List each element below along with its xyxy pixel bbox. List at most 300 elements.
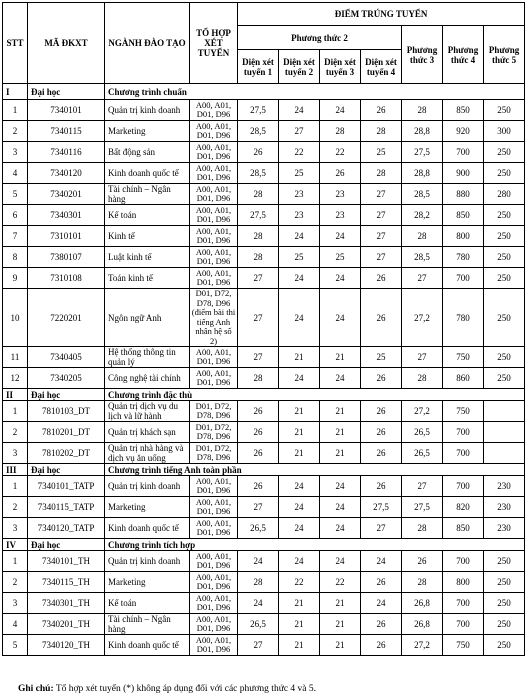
score-d4: 26	[361, 614, 402, 635]
score-p5: 250	[484, 268, 525, 289]
row-to-hop: A00, A01, D01, D96	[190, 347, 238, 368]
score-p5: 250	[484, 593, 525, 614]
score-d3: 26	[320, 163, 361, 184]
row-stt: 1	[3, 401, 28, 422]
section-level: Đại học	[28, 539, 105, 551]
row-nganh: Kinh doanh quốc tế	[105, 635, 190, 656]
score-p3: 28	[402, 572, 443, 593]
score-p3: 27	[402, 347, 443, 368]
score-d1: 28	[238, 572, 279, 593]
row-nganh: Marketing	[105, 121, 190, 142]
score-p4: 750	[443, 635, 484, 656]
table-row	[3, 614, 525, 635]
row-to-hop: A00, A01, D01, D96	[190, 476, 238, 497]
table-row	[3, 347, 525, 368]
score-d2: 25	[279, 163, 320, 184]
header-dien-xet-1: Diện xét tuyển 1	[238, 50, 279, 84]
score-d3: 21	[320, 443, 361, 464]
header-stt: STT	[3, 3, 28, 84]
row-to-hop: A00, A01, D01, D96	[190, 100, 238, 121]
score-d1: 27	[238, 289, 279, 347]
score-d1: 27	[238, 497, 279, 518]
score-p5	[484, 443, 525, 464]
section-row	[3, 464, 525, 476]
section-number: II	[3, 389, 28, 401]
score-p5: 250	[484, 163, 525, 184]
score-d3: 23	[320, 205, 361, 226]
score-d1: 27	[238, 347, 279, 368]
section-program: Chương trình đặc thù	[105, 389, 525, 401]
row-nganh: Bất động sản	[105, 142, 190, 163]
score-d3: 22	[320, 142, 361, 163]
score-p4: 700	[443, 593, 484, 614]
score-d2: 23	[279, 205, 320, 226]
row-ma-dkxt: 7340120_TH	[28, 635, 105, 656]
row-nganh: Ngôn ngữ Anh	[105, 289, 190, 347]
row-ma-dkxt: 7340101_TATP	[28, 476, 105, 497]
score-d2: 21	[279, 443, 320, 464]
score-p3: 28	[402, 100, 443, 121]
section-level: Đại học	[28, 464, 105, 476]
score-d2: 24	[279, 268, 320, 289]
row-to-hop: A00, A01, D01, D96	[190, 247, 238, 268]
table-row	[3, 226, 525, 247]
row-stt: 4	[3, 614, 28, 635]
row-nganh: Kinh doanh quốc tế	[105, 518, 190, 539]
row-to-hop: A00, A01, D01, D96	[190, 635, 238, 656]
score-p3: 28,8	[402, 121, 443, 142]
score-d1: 26	[238, 443, 279, 464]
score-p5: 250	[484, 247, 525, 268]
row-ma-dkxt: 7310101	[28, 226, 105, 247]
row-stt: 2	[3, 121, 28, 142]
score-d4: 25	[361, 347, 402, 368]
header-to-hop: TỔ HỢP XÉT TUYỂN	[190, 3, 238, 84]
score-p4: 780	[443, 247, 484, 268]
score-p5: 230	[484, 497, 525, 518]
score-d4: 25	[361, 142, 402, 163]
score-p4: 900	[443, 163, 484, 184]
table-row	[3, 443, 525, 464]
table-row	[3, 205, 525, 226]
score-p5: 230	[484, 476, 525, 497]
row-nganh: Toán kinh tế	[105, 268, 190, 289]
score-p3: 28,5	[402, 184, 443, 205]
row-nganh: Tài chính – Ngân hàng	[105, 184, 190, 205]
row-to-hop: A00, A01, D01, D96	[190, 163, 238, 184]
section-program: Chương trình chuẩn	[105, 84, 525, 100]
score-d3: 24	[320, 226, 361, 247]
row-to-hop: A00, A01, D01, D96	[190, 205, 238, 226]
score-d1: 28	[238, 226, 279, 247]
score-d1: 26	[238, 142, 279, 163]
row-nganh: Kinh doanh quốc tế	[105, 163, 190, 184]
row-ma-dkxt: 7340120_TATP	[28, 518, 105, 539]
score-p3: 26,8	[402, 614, 443, 635]
score-d2: 24	[279, 100, 320, 121]
score-d1: 28	[238, 247, 279, 268]
score-p3: 28,8	[402, 163, 443, 184]
table-row	[3, 422, 525, 443]
row-to-hop: A00, A01, D01, D96	[190, 551, 238, 572]
admission-score-table	[2, 2, 525, 656]
score-p5: 250	[484, 572, 525, 593]
row-to-hop: A00, A01, D01, D96	[190, 518, 238, 539]
score-p5	[484, 422, 525, 443]
table-body	[3, 84, 525, 656]
score-d1: 28	[238, 368, 279, 389]
table-row	[3, 268, 525, 289]
table-row	[3, 184, 525, 205]
row-stt: 3	[3, 593, 28, 614]
row-ma-dkxt: 7340301	[28, 205, 105, 226]
score-p4: 700	[443, 476, 484, 497]
table-row	[3, 142, 525, 163]
score-d1: 27	[238, 268, 279, 289]
score-p4: 920	[443, 121, 484, 142]
row-ma-dkxt: 7340116	[28, 142, 105, 163]
score-d2: 24	[279, 368, 320, 389]
score-d3: 23	[320, 184, 361, 205]
row-nganh: Quản trị kinh doanh	[105, 476, 190, 497]
score-d4: 27	[361, 247, 402, 268]
score-d3: 21	[320, 593, 361, 614]
score-d2: 24	[279, 518, 320, 539]
header-phuong-thuc-2: Phương thức 2	[238, 26, 402, 50]
row-ma-dkxt: 7340201	[28, 184, 105, 205]
score-p5: 250	[484, 142, 525, 163]
row-ma-dkxt: 7340205	[28, 368, 105, 389]
table-row	[3, 289, 525, 347]
score-d3: 24	[320, 518, 361, 539]
row-ma-dkxt: 7810201_DT	[28, 422, 105, 443]
score-p5: 250	[484, 368, 525, 389]
header-phuong-thuc-5: Phương thức 5	[484, 26, 525, 84]
score-p4: 700	[443, 551, 484, 572]
row-to-hop: A00, A01, D01, D96	[190, 497, 238, 518]
footnote-label: Ghi chú:	[18, 684, 54, 694]
header-nganh: NGÀNH ĐÀO TẠO	[105, 3, 190, 84]
footnote	[18, 684, 316, 694]
row-stt: 3	[3, 518, 28, 539]
score-d2: 25	[279, 247, 320, 268]
score-d4: 27	[361, 518, 402, 539]
row-stt: 8	[3, 247, 28, 268]
score-p4: 750	[443, 347, 484, 368]
score-p5: 250	[484, 551, 525, 572]
score-p5: 250	[484, 347, 525, 368]
row-stt: 12	[3, 368, 28, 389]
score-d4: 24	[361, 551, 402, 572]
table-row	[3, 635, 525, 656]
row-ma-dkxt: 7340101	[28, 100, 105, 121]
row-ma-dkxt: 7310108	[28, 268, 105, 289]
row-ma-dkxt: 7340115_TATP	[28, 497, 105, 518]
score-d3: 24	[320, 497, 361, 518]
row-stt: 3	[3, 443, 28, 464]
score-p4: 860	[443, 368, 484, 389]
row-stt: 11	[3, 347, 28, 368]
score-d3: 21	[320, 422, 361, 443]
table-row	[3, 593, 525, 614]
header-diem-trung-tuyen: ĐIỂM TRÚNG TUYỂN	[238, 3, 525, 26]
row-to-hop: D01, D72, D78, D96	[190, 443, 238, 464]
score-d3: 24	[320, 476, 361, 497]
score-d3: 22	[320, 572, 361, 593]
row-nganh: Kế toán	[105, 593, 190, 614]
score-d1: 26	[238, 401, 279, 422]
score-d4: 27	[361, 184, 402, 205]
row-ma-dkxt: 7340115_TH	[28, 572, 105, 593]
section-number: I	[3, 84, 28, 100]
row-to-hop: A00, A01, D01, D96	[190, 121, 238, 142]
score-d4: 27	[361, 226, 402, 247]
section-row	[3, 539, 525, 551]
score-d3: 21	[320, 347, 361, 368]
score-p4: 850	[443, 518, 484, 539]
score-d1: 26	[238, 476, 279, 497]
row-stt: 5	[3, 635, 28, 656]
score-p5: 280	[484, 184, 525, 205]
score-p3: 27,5	[402, 497, 443, 518]
score-d4: 26	[361, 572, 402, 593]
section-number: IV	[3, 539, 28, 551]
row-nganh: Quản trị dịch vụ du lịch và lữ hành	[105, 401, 190, 422]
row-to-hop: A00, A01, D01, D96	[190, 268, 238, 289]
row-stt: 2	[3, 572, 28, 593]
score-d1: 28,5	[238, 121, 279, 142]
row-ma-dkxt: 7340120	[28, 163, 105, 184]
score-p4: 700	[443, 422, 484, 443]
table-row	[3, 518, 525, 539]
score-p5	[484, 401, 525, 422]
score-d3: 24	[320, 289, 361, 347]
section-number: III	[3, 464, 28, 476]
row-nganh: Hệ thống thông tin quản lý	[105, 347, 190, 368]
row-ma-dkxt: 7810202_DT	[28, 443, 105, 464]
score-p4: 700	[443, 614, 484, 635]
row-ma-dkxt: 7340101_TH	[28, 551, 105, 572]
score-p4: 700	[443, 443, 484, 464]
table-row	[3, 476, 525, 497]
score-p4: 750	[443, 401, 484, 422]
score-p3: 27,2	[402, 635, 443, 656]
row-stt: 4	[3, 163, 28, 184]
score-d2: 24	[279, 497, 320, 518]
score-d4: 26	[361, 476, 402, 497]
score-p5: 250	[484, 614, 525, 635]
score-d4: 28	[361, 121, 402, 142]
score-d4: 26	[361, 368, 402, 389]
score-p4: 880	[443, 184, 484, 205]
score-p3: 26,5	[402, 443, 443, 464]
score-d2: 24	[279, 551, 320, 572]
section-program: Chương trình tích hợp	[105, 539, 525, 551]
score-d3: 28	[320, 121, 361, 142]
footnote-text: Tổ hợp xét tuyển (*) không áp dụng đối với các phương thức 4 và 5.	[53, 684, 317, 694]
table-row	[3, 551, 525, 572]
row-nganh: Quản trị kinh doanh	[105, 100, 190, 121]
score-d4: 26	[361, 422, 402, 443]
score-d4: 28	[361, 163, 402, 184]
row-to-hop: D01, D72, D78, D96 (điểm bài thi tiếng Anh nhân hệ số 2)	[190, 289, 238, 347]
score-d4: 26	[361, 443, 402, 464]
row-to-hop: A00, A01, D01, D96	[190, 368, 238, 389]
section-program: Chương trình tiếng Anh toàn phần	[105, 464, 525, 476]
score-d1: 27,5	[238, 100, 279, 121]
score-d4: 24	[361, 593, 402, 614]
score-d2: 22	[279, 572, 320, 593]
score-p3: 27	[402, 476, 443, 497]
score-d4: 27	[361, 205, 402, 226]
score-p3: 27,2	[402, 289, 443, 347]
score-p5: 230	[484, 518, 525, 539]
table-row	[3, 401, 525, 422]
row-stt: 1	[3, 100, 28, 121]
row-stt: 9	[3, 268, 28, 289]
row-nganh: Quản trị kinh doanh	[105, 551, 190, 572]
score-d4: 26	[361, 289, 402, 347]
score-d1: 24	[238, 593, 279, 614]
score-d2: 21	[279, 422, 320, 443]
score-d1: 28	[238, 184, 279, 205]
row-stt: 10	[3, 289, 28, 347]
row-ma-dkxt: 7340405	[28, 347, 105, 368]
table-row	[3, 100, 525, 121]
row-nganh: Luật kinh tế	[105, 247, 190, 268]
score-d1: 28,5	[238, 163, 279, 184]
table-header	[3, 3, 525, 84]
score-d3: 24	[320, 268, 361, 289]
header-dien-xet-4: Diện xét tuyển 4	[361, 50, 402, 84]
score-d1: 26,5	[238, 614, 279, 635]
row-to-hop: A00, A01, D01, D96	[190, 184, 238, 205]
header-phuong-thuc-3: Phương thức 3	[402, 26, 443, 84]
score-p4: 700	[443, 142, 484, 163]
row-to-hop: D01, D72, D78, D96	[190, 401, 238, 422]
score-p4: 780	[443, 289, 484, 347]
row-to-hop: D01, D72, D78, D96	[190, 422, 238, 443]
header-dien-xet-2: Diện xét tuyển 2	[279, 50, 320, 84]
score-p3: 26,5	[402, 422, 443, 443]
score-p5: 250	[484, 226, 525, 247]
score-p3: 26,8	[402, 593, 443, 614]
score-p3: 28,2	[402, 205, 443, 226]
score-p3: 27,2	[402, 401, 443, 422]
row-ma-dkxt: 7340115	[28, 121, 105, 142]
row-stt: 7	[3, 226, 28, 247]
score-d3: 25	[320, 247, 361, 268]
score-p4: 850	[443, 205, 484, 226]
score-d4: 26	[361, 268, 402, 289]
row-to-hop: A00, A01, D01, D96	[190, 614, 238, 635]
row-stt: 2	[3, 422, 28, 443]
header-ma-dkxt: MÃ ĐKXT	[28, 3, 105, 84]
row-stt: 5	[3, 184, 28, 205]
table-row	[3, 368, 525, 389]
score-p3: 28	[402, 518, 443, 539]
score-p3: 28	[402, 226, 443, 247]
score-p4: 700	[443, 268, 484, 289]
score-d2: 21	[279, 593, 320, 614]
row-stt: 1	[3, 476, 28, 497]
row-to-hop: A00, A01, D01, D96	[190, 142, 238, 163]
section-level: Đại học	[28, 84, 105, 100]
row-ma-dkxt: 7340301_TH	[28, 593, 105, 614]
score-p5: 250	[484, 205, 525, 226]
header-dien-xet-3: Diện xét tuyển 3	[320, 50, 361, 84]
score-d3: 24	[320, 368, 361, 389]
score-d2: 24	[279, 476, 320, 497]
row-ma-dkxt: 7340201_TH	[28, 614, 105, 635]
row-nganh: Quản trị khách sạn	[105, 422, 190, 443]
score-d1: 26,5	[238, 518, 279, 539]
row-to-hop: A00, A01, D01, D96	[190, 593, 238, 614]
table-row	[3, 163, 525, 184]
row-ma-dkxt: 7380107	[28, 247, 105, 268]
score-d3: 21	[320, 401, 361, 422]
score-d2: 27	[279, 121, 320, 142]
score-d4: 27,5	[361, 497, 402, 518]
score-d3: 21	[320, 635, 361, 656]
row-to-hop: A00, A01, D01, D96	[190, 226, 238, 247]
score-p3: 26	[402, 551, 443, 572]
score-d1: 27,5	[238, 205, 279, 226]
score-d2: 23	[279, 184, 320, 205]
score-p3: 28,5	[402, 247, 443, 268]
score-d1: 26	[238, 422, 279, 443]
row-to-hop: A00, A01, D01, D96	[190, 572, 238, 593]
score-p4: 850	[443, 100, 484, 121]
row-nganh: Marketing	[105, 572, 190, 593]
score-p4: 800	[443, 572, 484, 593]
score-d2: 24	[279, 289, 320, 347]
score-p5: 250	[484, 289, 525, 347]
score-p3: 27,5	[402, 142, 443, 163]
score-d4: 26	[361, 635, 402, 656]
score-d2: 21	[279, 635, 320, 656]
row-nganh: Kinh tế	[105, 226, 190, 247]
score-p3: 28	[402, 368, 443, 389]
table-row	[3, 572, 525, 593]
row-ma-dkxt: 7810103_DT	[28, 401, 105, 422]
score-p4: 800	[443, 226, 484, 247]
score-p4: 820	[443, 497, 484, 518]
score-p5: 250	[484, 635, 525, 656]
row-nganh: Kế toán	[105, 205, 190, 226]
table-row	[3, 247, 525, 268]
row-stt: 1	[3, 551, 28, 572]
table-row	[3, 497, 525, 518]
table-row	[3, 121, 525, 142]
score-d2: 21	[279, 347, 320, 368]
score-p3: 27	[402, 268, 443, 289]
row-nganh: Marketing	[105, 497, 190, 518]
score-d4: 26	[361, 401, 402, 422]
row-ma-dkxt: 7220201	[28, 289, 105, 347]
score-d1: 27	[238, 635, 279, 656]
score-d1: 24	[238, 551, 279, 572]
row-stt: 6	[3, 205, 28, 226]
score-d2: 21	[279, 401, 320, 422]
score-d2: 24	[279, 226, 320, 247]
score-p5: 300	[484, 121, 525, 142]
section-level: Đại học	[28, 389, 105, 401]
score-p5: 250	[484, 100, 525, 121]
score-d4: 26	[361, 100, 402, 121]
score-d3: 24	[320, 100, 361, 121]
row-nganh: Công nghệ tài chính	[105, 368, 190, 389]
